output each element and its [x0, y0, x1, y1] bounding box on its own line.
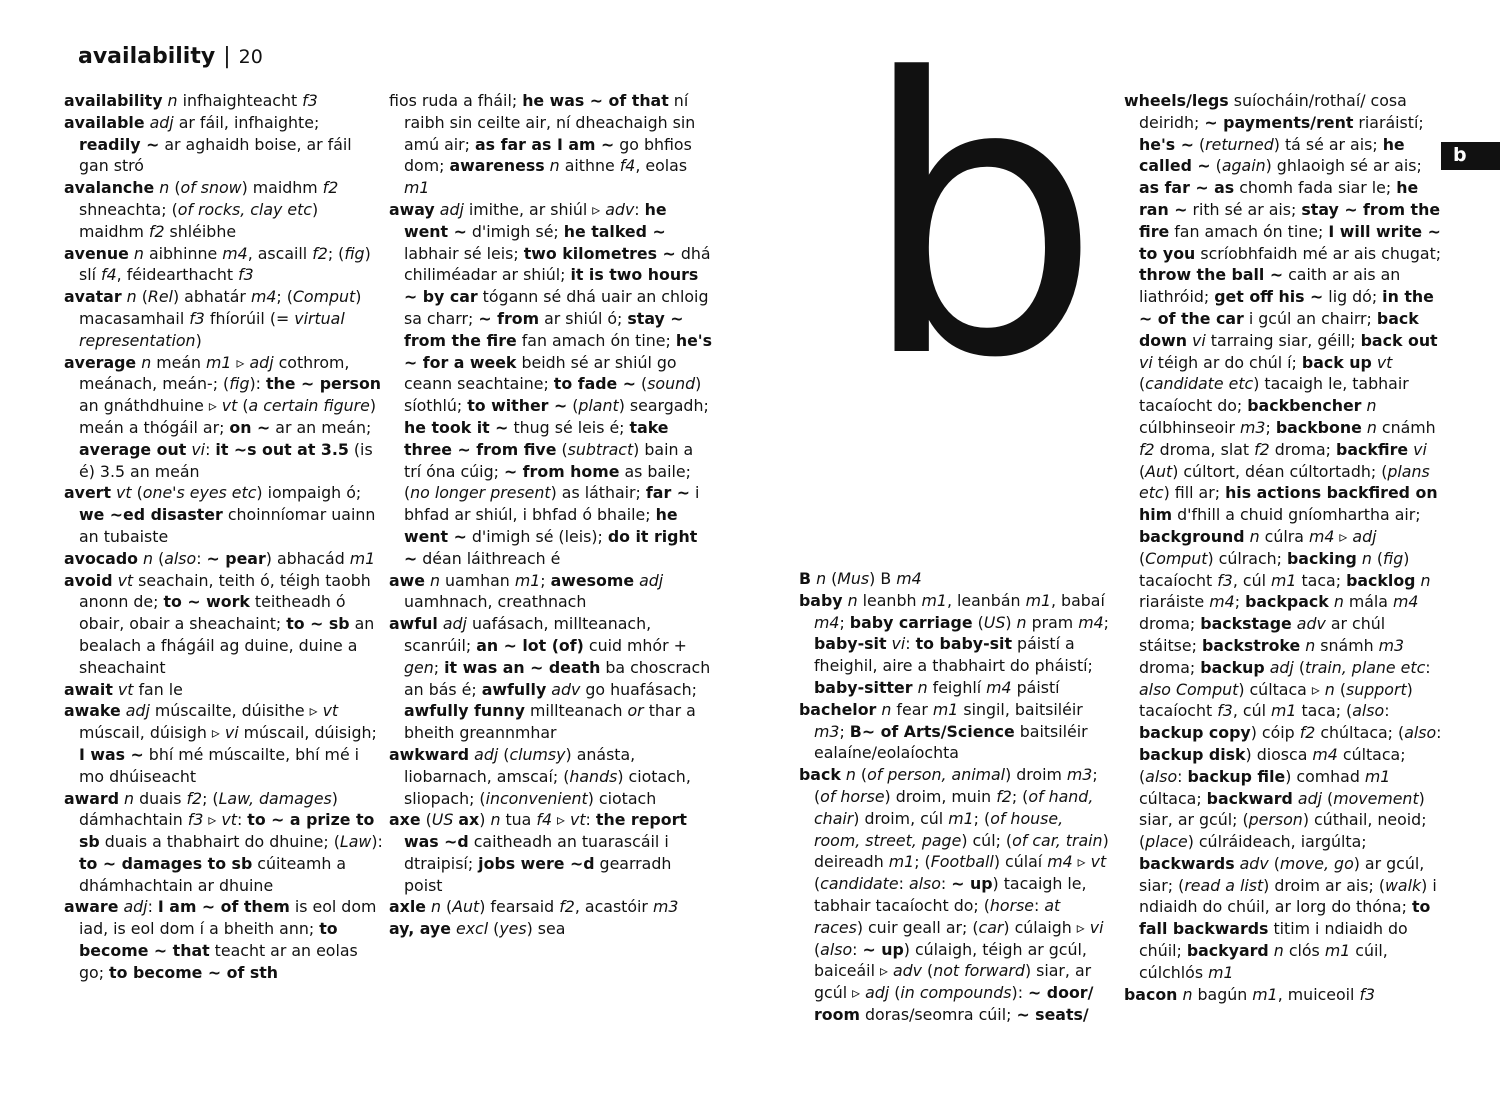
- dictionary-column-2: [389, 90, 714, 940]
- section-letter: b: [860, 0, 1102, 441]
- dictionary-entry: avenue n aibhinne m4, ascaill f2; (fig) slí f4, féidearthacht f3: [64, 243, 371, 285]
- dictionary-entry: bachelor n fear m1 singil, baitsiléir m3; B~ of Arts/Science baitsiléir ealaíne/eolaíochta: [799, 699, 1088, 763]
- dictionary-entry: avatar n (Rel) abhatár m4; (Comput) macasamhail f3 fhíorúil (= virtual representation): [64, 287, 362, 350]
- dictionary-entry: avoid vt seachain, teith ó, téigh taobh anonn de; to ~ work teitheadh ó obair, obair a sheachaint; to ~ sb an bealach a fhágáil ag duine, duine a sheachaint: [64, 570, 375, 677]
- header-separator: |: [223, 44, 231, 69]
- dictionary-entry: fios ruda a fháil; he was ~ of that ní raibh sin ceilte air, ní dheachaigh sin amú air; as far as I am ~ go bhfios dom; awareness n aithne f4, eolas m1: [389, 91, 696, 198]
- dictionary-entry: axle n (Aut) fearsaid f2, acastóir m3: [389, 897, 679, 917]
- header-word: availability: [78, 44, 216, 69]
- dictionary-entry: awake adj múscailte, dúisithe ▹ vt múscail, dúisigh ▹ vi múscail, dúisigh; I was ~ bhí mé múscailte, bhí mé i mo dhúiseacht: [64, 701, 377, 786]
- dictionary-entry: aware adj: I am ~ of them is eol dom iad, is eol dom í a bheith ann; to become ~ that teacht ar an eolas go; to become ~ of sth: [64, 897, 377, 982]
- dictionary-entry: bacon n bagún m1, muiceoil f3: [1124, 984, 1376, 1004]
- dictionary-entry: avert vt (one's eyes etc) iompaigh ó; we ~ed disaster choinníomar uainn an tubaiste: [64, 483, 376, 546]
- dictionary-entry: available adj ar fáil, infhaighte; readily ~ ar aghaidh boise, ar fáil gan stró: [64, 112, 352, 176]
- dictionary-entry: average n meán m1 ▹ adj cothrom, meánach, meán-; (fig): the ~ person an gnáthdhuine ▹ vt (a certain figure) meán a thógáil ar; on ~ ar an meán; average out vi: it ~s out at 3.5 (is é) 3.5 an meán: [64, 352, 382, 481]
- dictionary-entry: axe (US ax) n tua f4 ▹ vt: the report was ~d caitheadh an tuarascáil i dtraipisí; jobs were ~d gearradh poist: [389, 810, 687, 895]
- dictionary-entry: back n (of person, animal) droim m3; (of horse) droim, muin f2; (of hand, chair) droim, cúl m1; (of house, room, street, page) cúl; (of car, train) deireadh m1; (Football) cúlaí m4 ▹ vt (candidate: also: ~ up) tacaigh le, tabhair tacaíocht do; (horse: at races) cuir geall ar; (car) cúlaigh ▹ vi (also: ~ up) cúlaigh, téigh ar gcúl, baiceáil ▹ adv (not forward) siar, ar gcúl ▹ adj (in compounds): ~ door/ room doras/seomra cúil; ~ seats/: [799, 765, 1109, 1024]
- dictionary-entry: baby n leanbh m1, leanbán m1, babaí m4; baby carriage (US) n pram m4; baby-sit vi: to baby-sit páistí a fheighil, aire a thabhairt do pháistí; baby-sitter n feighlí m4 páistí: [799, 590, 1109, 697]
- running-header: [78, 44, 263, 69]
- dictionary-entry: awkward adj (clumsy) anásta, liobarnach, amscaí; (hands) ciotach, sliopach; (inconvenient) ciotach: [389, 744, 691, 808]
- dictionary-entry: B n (Mus) B m4: [799, 569, 922, 588]
- dictionary-column-4: [1124, 90, 1442, 1005]
- dictionary-entry: avocado n (also: ~ pear) abhacád m1: [64, 548, 376, 568]
- dictionary-column-3: [799, 568, 1109, 1026]
- thumb-index-tab: b: [1441, 142, 1500, 170]
- dictionary-entry: awe n uamhan m1; awesome adj uamhnach, creathnach: [389, 570, 664, 612]
- dictionary-entry: away adj imithe, ar shiúl ▹ adv: he went ~ d'imigh sé; he talked ~ labhair sé leis; two kilometres ~ dhá chiliméadar ar shiúl; it is two hours ~ by car tógann sé dhá uair an chloig sa charr; ~ from ar shiúl ó; stay ~ from the fire fan amach ón tine; he's ~ for a week beidh sé ar shiúl go ceann seachtaine; to fade ~ (sound) síothlú; to wither ~ (plant) seargadh; he took it ~ thug sé leis é; take three ~ from five (subtract) bain a trí óna cúig; ~ from home as baile; (no longer present) as láthair; far ~ i bhfad ar shiúl, i bhfad ó bhaile; he went ~ d'imigh sé (leis); do it right ~ déan láithreach é: [389, 199, 713, 568]
- dictionary-entry: awful adj uafásach, millteanach, scanrúil; an ~ lot (of) cuid mhór + gen; it was an ~ death ba choscrach an bás é; awfully adv go huafásach; awfully funny millteanach or thar a bheith greannmhar: [389, 614, 711, 743]
- dictionary-entry: award n duais f2; (Law, damages) dámhachtain f3 ▹ vt: to ~ a prize to sb duais a thabhairt do dhuine; (Law): to ~ damages to sb cúiteamh a dhámhachtain ar dhuine: [64, 788, 383, 895]
- page-number: 20: [238, 46, 263, 68]
- dictionary-entry: wheels/legs suíocháin/rothaí/ cosa deiridh; ~ payments/rent riaráistí; he's ~ (returned) tá sé ar ais; he called ~ (again) ghlaoigh sé ar ais; as far ~ as chomh fada siar le; he ran ~ rith sé ar ais; stay ~ from the fire fan amach ón tine; I will write ~ to you scríobhfaidh mé ar ais chugat; throw the ball ~ caith ar ais an liathróid; get off his ~ lig dó; in the ~ of the car i gcúl an chairr; back down vi tarraing siar, géill; back out vi téigh ar do chúl í; back up vt (candidate etc) tacaigh le, tabhair tacaíocht do; backbencher n cúlbhinseoir m3; backbone n cnámh f2 droma, slat f2 droma; backfire vi (Aut) cúltort, déan cúltortadh; (plans etc) fill ar; his actions backfired on him d'fhill a chuid gníomhartha air; background n cúlra m4 ▹ adj (Comput) cúlrach; backing n (fig) tacaíocht f3, cúl m1 taca; backlog n riaráiste m4; backpack n mála m4 droma; backstage adv ar chúl stáitse; backstroke n snámh m3 droma; backup adj (train, plane etc: also Comput) cúltaca ▹ n (support) tacaíocht f3, cúl m1 taca; (also: backup copy) cóip f2 chúltaca; (also: backup disk) diosca m4 cúltaca; (also: backup file) comhad m1 cúltaca; backward adj (movement) siar, ar gcúl; (person) cúthail, neoid; (place) cúlráideach, iargúlta; backwards adv (move, go) ar gcúl, siar; (read a list) droim ar ais; (walk) i ndiaidh do chúil, ar lorg do thóna; to fall backwards titim i ndiaidh do chúil; backyard n clós m1 cúil, cúlchlós m1: [1124, 91, 1442, 982]
- dictionary-entry: avalanche n (of snow) maidhm f2 shneachta; (of rocks, clay etc) maidhm f2 shléibhe: [64, 178, 339, 241]
- dictionary-entry: availability n infhaighteacht f3: [64, 91, 318, 110]
- dictionary-entry: ay, aye excl (yes) sea: [389, 919, 566, 939]
- dictionary-column-1: [64, 90, 384, 984]
- dictionary-entry: await vt fan le: [64, 679, 183, 699]
